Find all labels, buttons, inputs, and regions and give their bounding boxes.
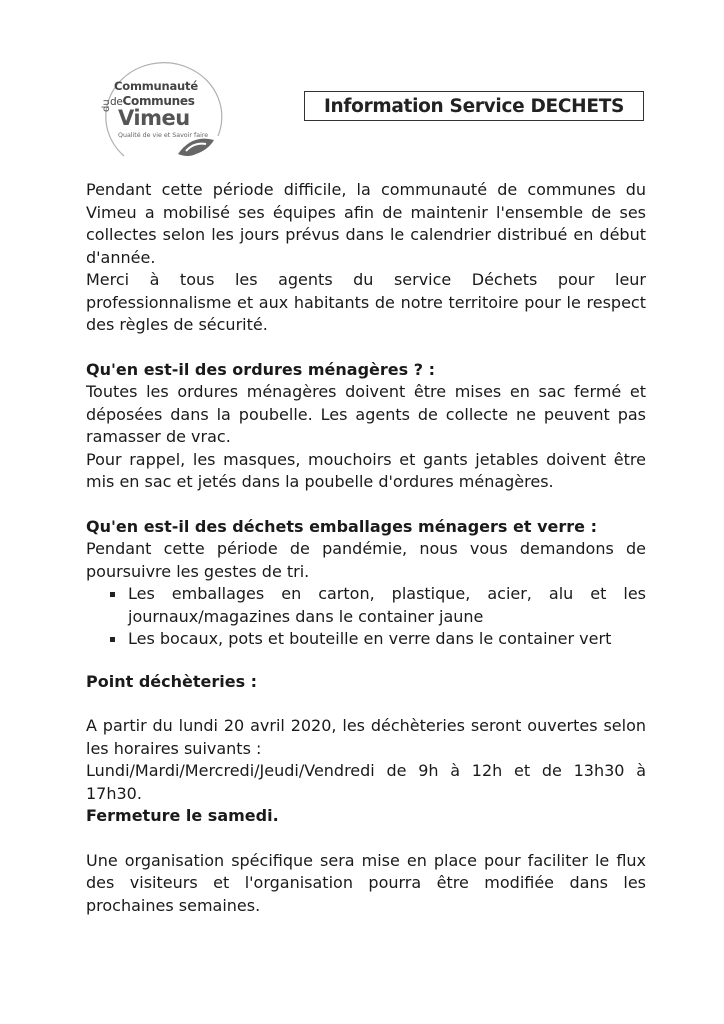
title-box (304, 91, 644, 121)
page-title: Information Service DECHETS (323, 95, 625, 117)
organisation-paragraph: Une organisation spécifique sera mise en place pour faciliter le flux des visiteurs et l'organisation pourra être modifiée dans les prochaines semaines. (86, 850, 646, 915)
decheteries-horaires: Lundi/Mardi/Mercredi/Jeudi/Vendredi de 9h à 12h et de 13h30 à 17h30. (86, 761, 646, 803)
organization-logo (84, 50, 224, 170)
decheteries-paragraph-1: A partir du lundi 20 avril 2020, les déchèteries seront ouvertes selon les horaires suivants : (86, 716, 646, 758)
logo-text-communes-word: Communes (122, 94, 195, 108)
list-item (110, 628, 646, 651)
logo-text-vimeu: Vimeu (118, 106, 190, 130)
logo-text-du: du (101, 99, 112, 112)
heading-ordures-menageres: Qu'en est-il des ordures ménagères ? : (86, 359, 435, 379)
heading-decheteries: Point déchèteries : (86, 671, 258, 691)
tri-paragraph: Pendant cette période de pandémie, nous vous demandons de poursuivre les gestes de tri. (86, 539, 646, 581)
bullet-square-icon (110, 637, 115, 642)
tri-bullet-list (86, 583, 646, 651)
thanks-paragraph: Merci à tous les agents du service Déchets pour leur professionnalisme et aux habitants de notre territoire pour le respect des règles de sécurité. (86, 270, 646, 334)
ordures-paragraph-2: Pour rappel, les masques, mouchoirs et gants jetables doivent être mis en sac et jetés dans la poubelle d'ordures ménagères. (86, 449, 646, 491)
fermeture-samedi: Fermeture le samedi. (86, 806, 279, 825)
intro-paragraph: Pendant cette période difficile, la communauté de communes du Vimeu a mobilisé ses équipes afin de maintenir l'ensemble de ses collectes selon les jours prévus dans le calendrier distribué en début d'année. (86, 180, 646, 267)
logo-tagline: Qualité de vie et Savoir faire (118, 132, 209, 139)
bullet-square-icon (110, 592, 115, 597)
heading-emballages-verre: Qu'en est-il des déchets emballages ménagers et verre : (86, 516, 597, 536)
bullet-text: Les emballages en carton, plastique, acier, alu et les journaux/magazines dans le container jaune (128, 584, 646, 626)
document-body (86, 179, 646, 917)
logo-text-communaute: Communauté (114, 79, 198, 93)
bullet-text: Les bocaux, pots et bouteille en verre dans le container vert (128, 629, 612, 648)
ordures-paragraph-1: Toutes les ordures ménagères doivent être mises en sac fermé et déposées dans la poubelle. Les agents de collecte ne peuvent pas ramasser de vrac. (86, 382, 646, 446)
list-item (110, 583, 646, 628)
logo-text-de: de (110, 96, 123, 108)
